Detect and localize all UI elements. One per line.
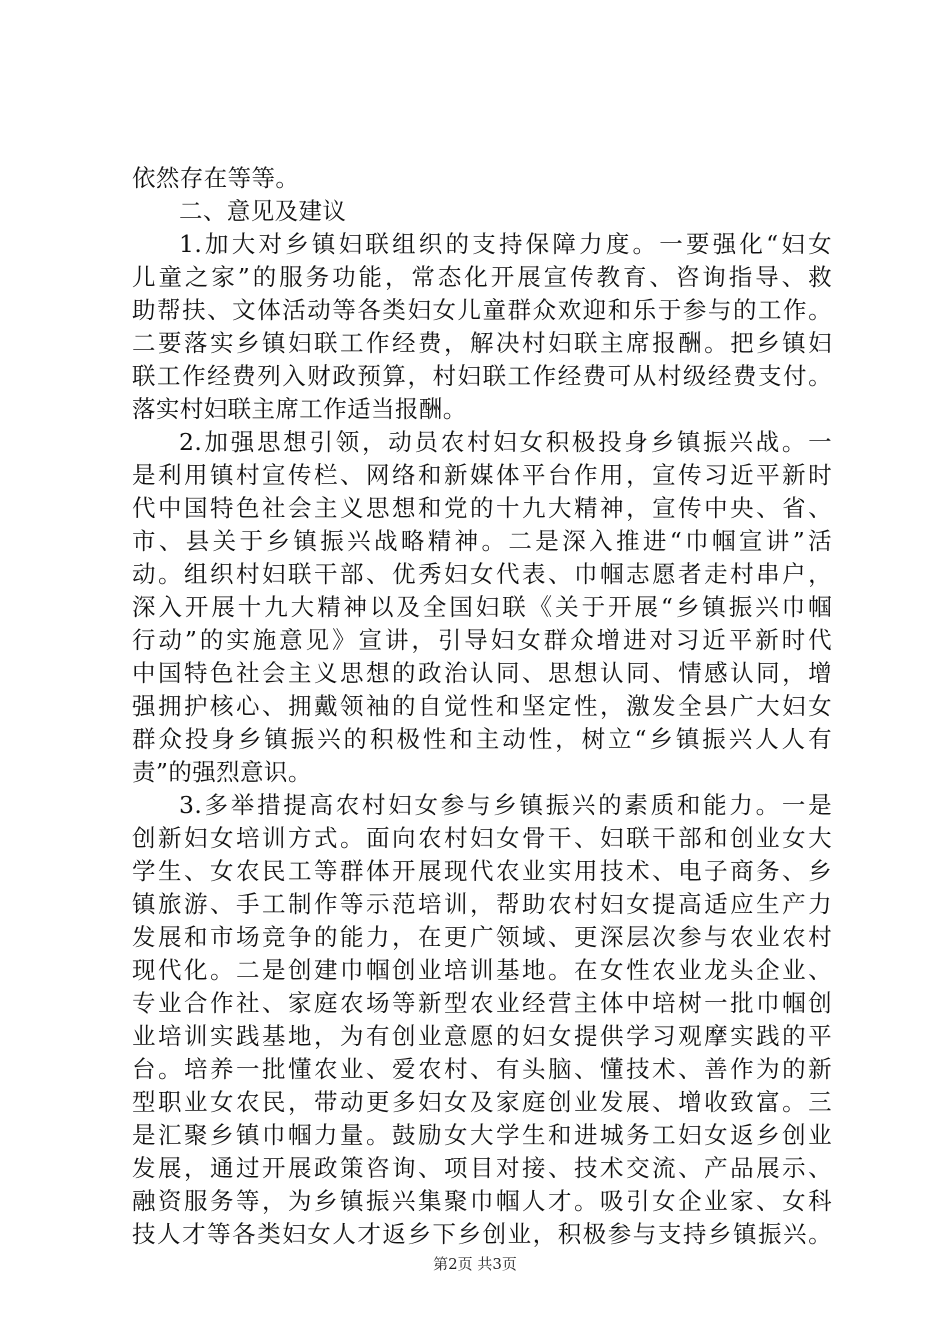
text-line: 是利用镇村宣传栏、网络和新媒体平台作用，宣传习近平新时: [132, 461, 832, 489]
page-footer: 第2页 共3页: [433, 1255, 517, 1273]
text-line: 助帮扶、文体活动等各类妇女儿童群众欢迎和乐于参与的工作。: [132, 296, 832, 324]
text-line: 是汇聚乡镇巾帼力量。鼓励女大学生和进城务工妇女返乡创业: [132, 1121, 832, 1149]
text-line: 联工作经费列入财政预算，村妇联工作经费可从村级经费支付。: [132, 362, 832, 390]
text-line: 学生、女农民工等群体开展现代农业实用技术、电子商务、乡: [132, 857, 832, 885]
text-line: 儿童之家”的服务功能，常态化开展宣传教育、咨询指导、救: [132, 263, 832, 291]
text-line: 型职业女农民，带动更多妇女及家庭创业发展、增收致富。三: [132, 1088, 832, 1116]
text-line: 3.多举措提高农村妇女参与乡镇振兴的素质和能力。一是: [179, 791, 832, 819]
text-line: 代中国特色社会主义思想和党的十九大精神，宣传中央、省、: [132, 494, 832, 522]
text-line: 发展，通过开展政策咨询、项目对接、技术交流、产品展示、: [132, 1154, 832, 1182]
text-line: 台。培养一批懂农业、爱农村、有头脑、懂技术、善作为的新: [132, 1055, 832, 1083]
text-line: 专业合作社、家庭农场等新型农业经营主体中培树一批巾帼创: [132, 989, 832, 1017]
text-line: 中国特色社会主义思想的政治认同、思想认同、情感认同，增: [132, 659, 832, 687]
text-line: 责”的强烈意识。: [132, 758, 312, 786]
text-line: 强拥护核心、拥戴领袖的自觉性和坚定性，激发全县广大妇女: [132, 692, 832, 720]
text-line: 市、县关于乡镇振兴战略精神。二是深入推进“巾帼宣讲”活: [132, 527, 832, 555]
text-line: 技人才等各类妇女人才返乡下乡创业，积极参与支持乡镇振兴。: [132, 1220, 832, 1248]
body-text: [132, 162, 832, 1251]
text-line: 镇旅游、手工制作等示范培训，帮助农村妇女提高适应生产力: [132, 890, 832, 918]
text-line: 2.加强思想引领，动员农村妇女积极投身乡镇振兴战。一: [179, 428, 832, 456]
text-line: 创新妇女培训方式。面向农村妇女骨干、妇联干部和创业女大: [132, 824, 832, 852]
text-line: 依然存在等等。: [132, 164, 300, 192]
text-line: 深入开展十九大精神以及全国妇联《关于开展“乡镇振兴巾帼: [132, 593, 832, 621]
text-line: 群众投身乡镇振兴的积极性和主动性，树立“乡镇振兴人人有: [132, 725, 832, 753]
text-line: 二要落实乡镇妇联工作经费，解决村妇联主席报酬。把乡镇妇: [132, 329, 832, 357]
text-line: 业培训实践基地，为有创业意愿的妇女提供学习观摩实践的平: [132, 1022, 832, 1050]
text-line: 现代化。二是创建巾帼创业培训基地。在女性农业龙头企业、: [132, 956, 832, 984]
text-line: 动。组织村妇联干部、优秀妇女代表、巾帼志愿者走村串户，: [132, 560, 832, 588]
text-line: 1.加大对乡镇妇联组织的支持保障力度。一要强化“妇女: [179, 230, 832, 258]
text-line: 融资服务等，为乡镇振兴集聚巾帼人才。吸引女企业家、女科: [132, 1187, 832, 1215]
text-line: 落实村妇联主席工作适当报酬。: [132, 395, 467, 423]
text-line: 发展和市场竞争的能力，在更广领域、更深层次参与农业农村: [132, 923, 832, 951]
text-line: 二、意见及建议: [179, 197, 347, 225]
text-line: 行动”的实施意见》宣讲，引导妇女群众增进对习近平新时代: [132, 626, 832, 654]
